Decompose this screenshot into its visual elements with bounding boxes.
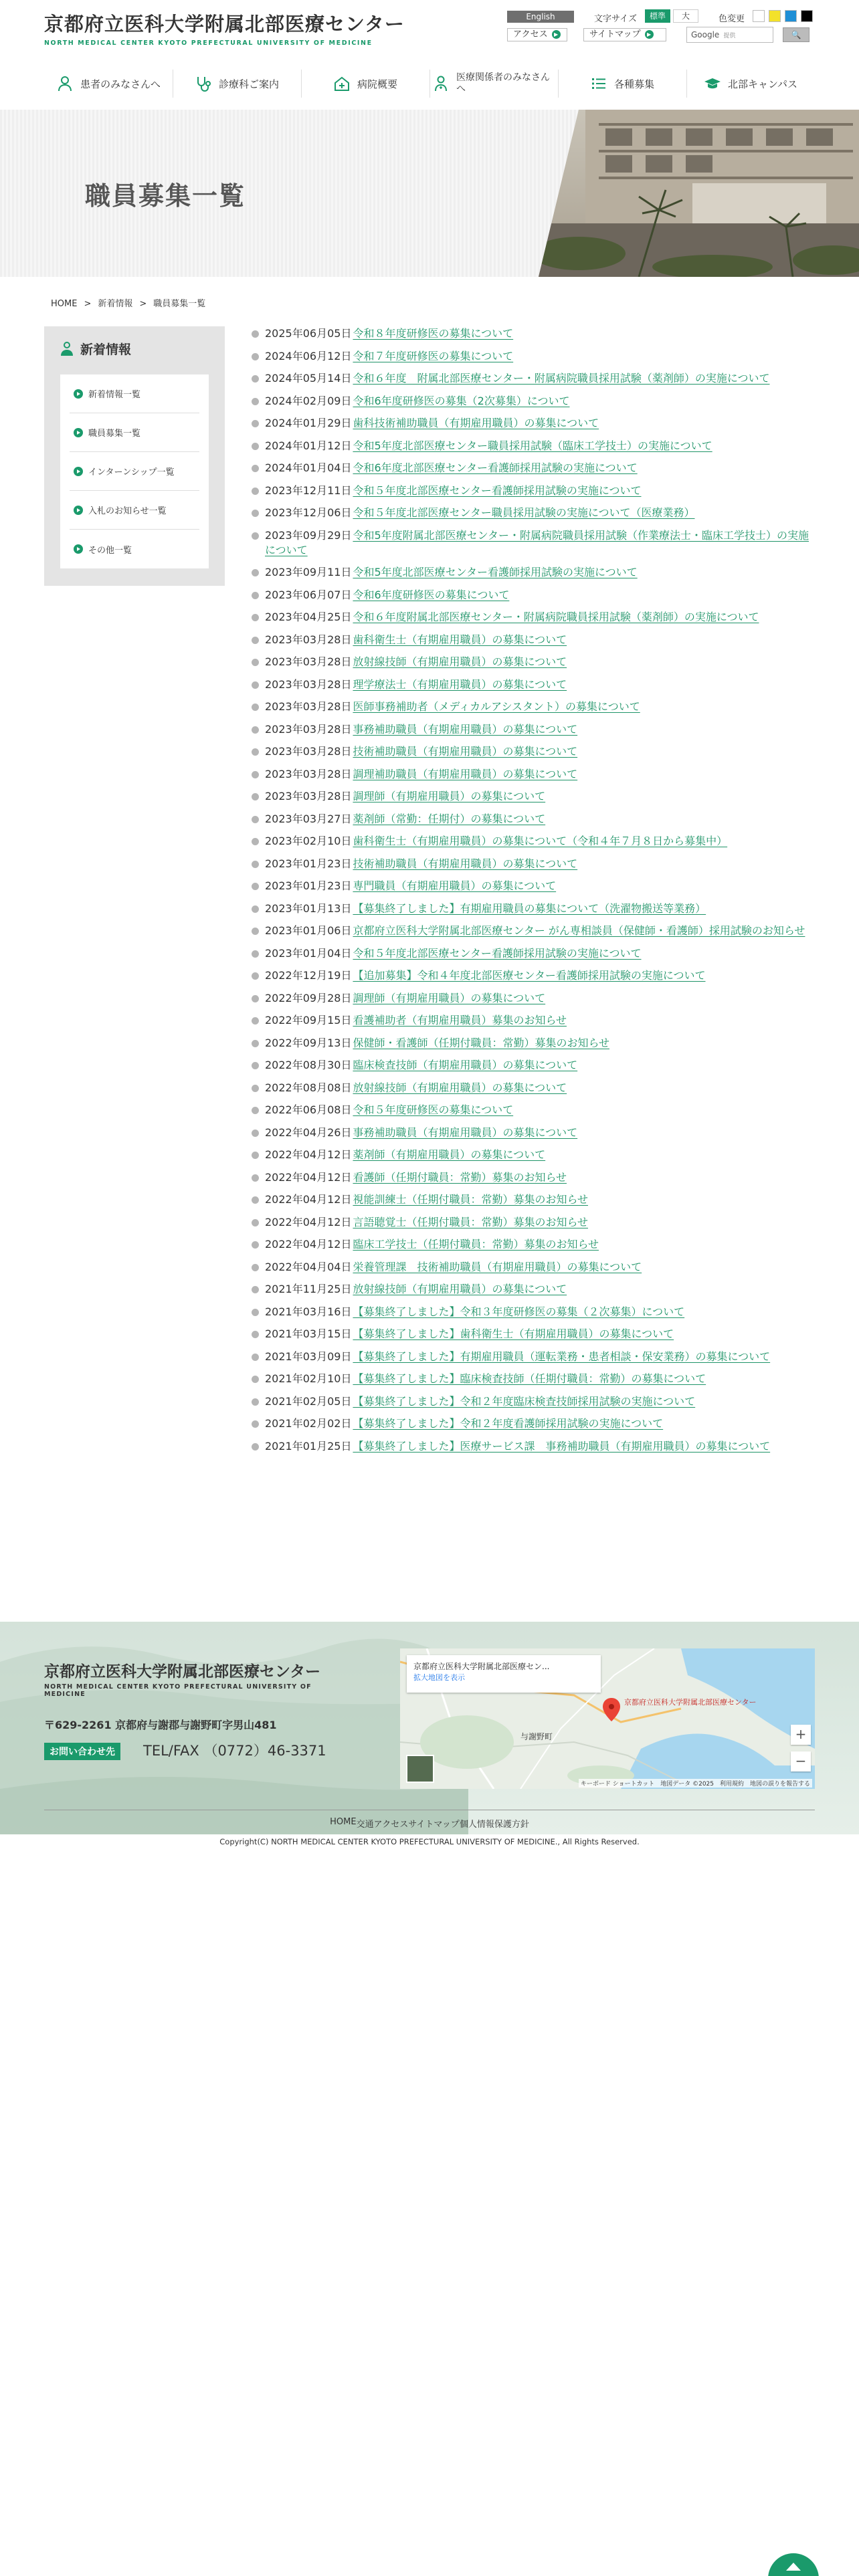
bullet-icon xyxy=(252,928,259,935)
bullet-icon xyxy=(252,659,259,666)
news-link[interactable]: 【募集終了しました】有期雇用職員（運転業務・患者相談・保安業務）の募集について xyxy=(353,1350,771,1363)
list-item xyxy=(250,1192,814,1207)
news-date: 2022年04月12日 xyxy=(265,1148,352,1161)
news-date: 2022年12月19日 xyxy=(265,969,352,982)
color-white-button[interactable] xyxy=(753,10,765,22)
news-link[interactable]: 令和５年度北部医療センター看護師採用試験の実施について xyxy=(353,484,642,497)
list-item xyxy=(250,901,814,916)
bullet-icon xyxy=(252,1040,259,1047)
bullet-icon xyxy=(252,569,259,576)
bullet-icon xyxy=(252,1264,259,1271)
list-item xyxy=(250,1013,814,1028)
font-size-standard-button[interactable]: 標準 xyxy=(645,9,670,23)
color-change-label: 色変更 xyxy=(719,14,745,24)
news-date: 2024年01月29日 xyxy=(265,417,352,429)
footer-nav xyxy=(44,1810,815,1830)
map-town-label: 与謝野町 xyxy=(520,1732,553,1741)
sitemap-label: サイトマップ xyxy=(589,29,641,39)
doctor-icon xyxy=(432,75,450,92)
list-item xyxy=(250,1058,814,1073)
news-link[interactable]: 事務補助職員（有期雇用職員）の募集について xyxy=(353,1125,578,1139)
gnav-label: 診療科ご案内 xyxy=(218,78,279,90)
footer-nav-home[interactable]: HOME xyxy=(330,1817,357,1827)
list-item xyxy=(250,1394,814,1409)
list-item xyxy=(250,767,814,782)
gnav-patients[interactable] xyxy=(44,64,173,103)
bullet-icon xyxy=(252,1376,259,1383)
list-item xyxy=(250,588,814,603)
list-item xyxy=(250,371,814,386)
list-item xyxy=(250,1416,814,1431)
bullet-icon xyxy=(252,816,259,823)
sidebar-item-label: 新着情報一覧 xyxy=(88,390,141,400)
news-link[interactable]: 【募集終了しました】令和３年度研修医の募集（２次募集）について xyxy=(353,1305,685,1318)
list-item xyxy=(250,1260,814,1275)
news-link[interactable]: 令和5年度附属北部医療センター・附属病院職員採用試験（作業療法士・臨床工学技士）の実施について xyxy=(265,528,809,556)
news-date: 2022年04月12日 xyxy=(265,1193,352,1206)
news-date: 2022年08月08日 xyxy=(265,1081,352,1094)
bullet-icon xyxy=(252,726,259,734)
list-item xyxy=(250,946,814,961)
news-date: 2023年01月06日 xyxy=(265,924,352,937)
site-logo-link[interactable] xyxy=(44,9,405,47)
news-link[interactable]: 歯科技術補助職員（有期雇用職員）の募集について xyxy=(353,417,599,429)
news-date: 2022年08月30日 xyxy=(265,1059,352,1071)
color-yellow-button[interactable] xyxy=(769,10,781,22)
news-date: 2023年01月13日 xyxy=(265,901,352,915)
news-link[interactable]: 歯科衛生士（有期雇用職員）の募集について（令和４年７月８日から募集中） xyxy=(353,835,728,847)
arrow-right-icon xyxy=(74,544,83,554)
search-button[interactable] xyxy=(783,27,809,42)
news-date: 2022年09月13日 xyxy=(265,1036,352,1049)
news-date: 2023年01月04日 xyxy=(265,946,352,960)
news-date: 2023年03月28日 xyxy=(265,677,352,691)
news-date: 2021年03月15日 xyxy=(265,1327,352,1340)
news-link[interactable]: 医師事務補助者（メディカルアシスタント）の募集について xyxy=(353,700,640,713)
bullet-icon xyxy=(252,972,259,980)
list-item xyxy=(250,1081,814,1095)
footer-hospital-name-en: NORTH MEDICAL CENTER KYOTO PREFECTURAL UNIVERSITY OF MEDICINE xyxy=(44,1683,312,1698)
bullet-icon xyxy=(252,1130,259,1137)
list-item xyxy=(250,1215,814,1230)
list-item xyxy=(250,1148,814,1162)
news-link[interactable]: 薬剤師（常勤：任期付）の募集について xyxy=(353,812,546,825)
list-item xyxy=(250,565,814,580)
list-item xyxy=(250,610,814,625)
news-date: 2024年05月14日 xyxy=(265,372,352,385)
news-link[interactable]: 【募集終了しました】歯科衛生士（有期雇用職員）の募集について xyxy=(353,1327,674,1340)
news-link[interactable]: 令和７年度研修医の募集について xyxy=(353,349,514,362)
list-item xyxy=(250,700,814,714)
gnav-overview[interactable] xyxy=(301,64,430,103)
search-input[interactable] xyxy=(686,27,773,43)
back-to-top-button[interactable] xyxy=(768,2553,819,2576)
google-map[interactable] xyxy=(400,1648,815,1789)
news-date: 2024年06月12日 xyxy=(265,349,352,362)
bullet-icon xyxy=(252,637,259,644)
news-date: 2022年04月12日 xyxy=(265,1238,352,1251)
breadcrumb-separator: > xyxy=(139,299,147,309)
list-item xyxy=(250,349,814,364)
news-link[interactable]: 薬剤師（有期雇用職員）の募集について xyxy=(353,1148,546,1161)
news-link[interactable]: 【募集終了しました】令和２年度看護師採用試験の実施について xyxy=(353,1417,664,1430)
list-item xyxy=(250,528,814,558)
news-date: 2021年03月16日 xyxy=(265,1305,352,1318)
news-date: 2021年02月02日 xyxy=(265,1417,352,1430)
news-date: 2021年02月05日 xyxy=(265,1394,352,1408)
bullet-icon xyxy=(252,905,259,913)
news-link[interactable]: 事務補助職員（有期雇用職員）の募集について xyxy=(353,722,578,736)
news-date: 2023年03月28日 xyxy=(265,700,352,713)
news-link[interactable]: 令和６年度 附属北部医療センター・附属病院職員採用試験（薬剤師）の実施について xyxy=(353,372,770,385)
list-item xyxy=(250,968,814,983)
site-header xyxy=(0,0,859,107)
gnav-label: 各種募集 xyxy=(613,78,654,90)
news-date: 2023年03月28日 xyxy=(265,745,352,758)
news-date: 2023年09月11日 xyxy=(265,566,352,578)
news-link[interactable]: 調理師（有期雇用職員）の募集について xyxy=(353,790,546,802)
font-size-label: 文字サイズ xyxy=(594,14,637,24)
sidebar-item-label: インターンシップ一覧 xyxy=(88,467,175,477)
list-item xyxy=(250,655,814,669)
arrow-right-icon xyxy=(74,389,83,399)
search-placeholder: 提供 xyxy=(723,33,736,39)
list-item xyxy=(250,461,814,475)
news-link[interactable]: 【募集終了しました】有期雇用職員の募集について（洗濯物搬送等業務） xyxy=(353,901,706,915)
gnav-label: 医療関係者のみなさんへ xyxy=(456,72,550,94)
news-link[interactable]: 技術補助職員（有期雇用職員）の募集について xyxy=(353,745,578,758)
news-link[interactable]: 看護師（任期付職員：常勤）募集のお知らせ xyxy=(353,1170,567,1184)
footer-address: 〒629-2261 京都府与謝郡与謝野町字男山481 xyxy=(44,1719,277,1731)
news-date: 2023年04月25日 xyxy=(265,611,352,623)
news-link[interactable]: 【募集終了しました】臨床検査技師（任期付職員：常勤）の募集について xyxy=(353,1372,706,1385)
gnav-label: 病院概要 xyxy=(357,78,397,90)
arrow-right-icon xyxy=(74,467,83,476)
news-date: 2023年09月29日 xyxy=(265,528,352,542)
global-nav xyxy=(44,64,815,103)
footer-nav-sitemap[interactable]: サイトマップ xyxy=(408,1820,460,1830)
arrow-right-icon: ▶ xyxy=(552,30,561,39)
news-link[interactable]: 放射線技師（有期雇用職員）の募集について xyxy=(353,1081,567,1094)
sidebar-item-internship[interactable] xyxy=(70,452,199,491)
news-link[interactable]: 調理師（有期雇用職員）の募集について xyxy=(353,991,546,1004)
news-date: 2022年04月12日 xyxy=(265,1170,352,1184)
news-date: 2022年09月15日 xyxy=(265,1014,352,1027)
site-footer xyxy=(0,1622,859,1834)
gnav-campus[interactable] xyxy=(686,64,815,103)
news-date: 2023年02月10日 xyxy=(265,835,352,847)
list-item xyxy=(250,1282,814,1297)
bullet-icon xyxy=(252,1152,259,1159)
list-item xyxy=(250,1170,814,1185)
news-link[interactable]: 令和６年度附属北部医療センター・附属病院職員採用試験（薬剤師）の実施について xyxy=(353,611,759,623)
news-link[interactable]: 栄養管理課 技術補助職員（有期雇用職員）の募集について xyxy=(353,1260,642,1273)
news-date: 2021年01月25日 xyxy=(265,1439,352,1453)
footer-nav-access[interactable]: 交通アクセス xyxy=(356,1820,409,1830)
breadcrumb-news[interactable]: 新着情報 xyxy=(98,299,133,309)
english-button[interactable]: English xyxy=(507,11,574,23)
list-item xyxy=(250,506,814,520)
access-button[interactable] xyxy=(507,28,567,41)
list-item xyxy=(250,439,814,453)
stethoscope-icon xyxy=(195,75,212,92)
bullet-icon xyxy=(252,748,259,756)
news-link[interactable]: 京都府立医科大学附属北部医療センター がん専相談員（保健師・看護師）採用試験のお知らせ xyxy=(353,924,805,937)
news-date: 2022年04月26日 xyxy=(265,1125,352,1139)
footer-nav-privacy[interactable]: 個人情報保護方針 xyxy=(459,1820,529,1830)
sidebar-item-label: 入札のお知らせ一覧 xyxy=(88,506,167,516)
footer-hospital-name: 京都府立医科大学附属北部医療センター xyxy=(44,1663,321,1681)
list-item xyxy=(250,1350,814,1364)
breadcrumb-current: 職員募集一覧 xyxy=(153,299,206,309)
news-link[interactable]: 臨床工学技士（任期付職員：常勤）募集のお知らせ xyxy=(353,1238,599,1251)
sidebar-item-label: 職員募集一覧 xyxy=(88,429,141,439)
arrow-right-icon xyxy=(74,428,83,437)
news-date: 2023年03月28日 xyxy=(265,790,352,802)
news-date: 2024年02月09日 xyxy=(265,394,352,407)
sidebar-item-recruitment[interactable] xyxy=(70,413,199,452)
news-date: 2021年02月10日 xyxy=(265,1372,352,1385)
news-link[interactable]: 専門職員（有期雇用職員）の募集について xyxy=(353,879,557,892)
bullet-icon xyxy=(252,353,259,360)
bullet-icon xyxy=(252,1017,259,1025)
bullet-icon xyxy=(252,375,259,383)
news-link[interactable]: 令和6年度北部医療センター看護師採用試験の実施について xyxy=(353,461,638,474)
bullet-icon xyxy=(252,1085,259,1092)
bullet-icon xyxy=(252,861,259,868)
list-item xyxy=(250,789,814,804)
list-item xyxy=(250,744,814,759)
gnav-recruitment[interactable] xyxy=(558,64,686,103)
map-place-name: 京都府立医科大学附属北部医療セン... xyxy=(413,1662,550,1671)
news-link[interactable]: 令和6年度研修医の募集（2次募集）について xyxy=(353,394,570,407)
map-info-card xyxy=(407,1655,601,1693)
news-link[interactable]: 視能訓練士（任期付職員：常勤）募集のお知らせ xyxy=(353,1193,588,1206)
recruitment-list xyxy=(250,326,814,1461)
news-link[interactable]: 放射線技師（有期雇用職員）の募集について xyxy=(353,655,567,668)
bullet-icon xyxy=(252,883,259,890)
list-item xyxy=(250,1125,814,1140)
list-item xyxy=(250,879,814,893)
footer-tel: TEL/FAX （0772）46-3371 xyxy=(143,1743,326,1759)
gnav-departments[interactable] xyxy=(173,64,301,103)
bullet-icon xyxy=(252,771,259,778)
bullet-icon xyxy=(252,1286,259,1293)
bullet-icon xyxy=(252,1174,259,1182)
sidebar xyxy=(44,326,225,586)
list-icon xyxy=(590,75,607,92)
bullet-icon xyxy=(252,488,259,495)
news-date: 2024年01月12日 xyxy=(265,439,352,452)
news-date: 2023年01月23日 xyxy=(265,879,352,892)
news-link[interactable]: 理学療法士（有期雇用職員）の募集について xyxy=(353,677,567,691)
news-link[interactable]: 看護補助者（有期雇用職員）募集のお知らせ xyxy=(353,1014,567,1027)
bullet-icon xyxy=(252,681,259,689)
breadcrumb-separator: > xyxy=(84,299,92,309)
bullet-icon xyxy=(252,1420,259,1428)
list-item xyxy=(250,633,814,647)
bullet-icon xyxy=(252,592,259,599)
news-date: 2025年06月05日 xyxy=(265,327,352,340)
news-link[interactable]: 放射線技師（有期雇用職員）の募集について xyxy=(353,1283,567,1295)
map-zoom-in-button[interactable]: + xyxy=(791,1725,811,1745)
news-link[interactable]: 令和５年度研修医の募集について xyxy=(353,1103,514,1116)
arrow-right-icon: ▶ xyxy=(645,30,654,39)
bullet-icon xyxy=(252,793,259,800)
bullet-icon xyxy=(252,532,259,540)
breadcrumb-home[interactable]: HOME xyxy=(51,299,78,309)
bullet-icon xyxy=(252,1107,259,1114)
map-enlarge-link[interactable]: 拡大地図を表示 xyxy=(413,1673,465,1682)
list-item xyxy=(250,991,814,1006)
search-icon: 🔍 xyxy=(791,30,801,39)
bullet-icon xyxy=(252,510,259,517)
bullet-icon xyxy=(252,950,259,958)
news-link[interactable]: 技術補助職員（有期雇用職員）の募集について xyxy=(353,857,578,870)
bullet-icon xyxy=(252,1219,259,1226)
list-item xyxy=(250,1103,814,1117)
bullet-icon xyxy=(252,838,259,845)
list-item xyxy=(250,1327,814,1341)
list-item xyxy=(250,1305,814,1319)
bullet-icon xyxy=(252,995,259,1002)
newspaper-icon xyxy=(59,341,75,357)
bullet-icon xyxy=(252,1196,259,1204)
news-date: 2022年06月08日 xyxy=(265,1103,352,1116)
news-date: 2022年09月28日 xyxy=(265,991,352,1004)
list-item xyxy=(250,326,814,341)
sidebar-item-label: その他一覧 xyxy=(88,545,132,556)
news-link[interactable]: 令和５年度北部医療センター職員採用試験の実施について（医療業務） xyxy=(353,506,695,519)
list-item xyxy=(250,722,814,737)
patient-icon xyxy=(56,75,74,92)
list-item xyxy=(250,1439,814,1454)
news-link[interactable]: 調理補助職員（有期雇用職員）の募集について xyxy=(353,767,578,780)
news-link[interactable]: 言語聴覚士（任期付職員：常勤）募集のお知らせ xyxy=(353,1215,588,1228)
list-item xyxy=(250,812,814,827)
news-link[interactable]: 臨床検査技師（有期雇用職員）の募集について xyxy=(353,1059,578,1071)
bullet-icon xyxy=(252,1331,259,1338)
news-link[interactable]: 【追加募集】令和４年度北部医療センター看護師採用試験の実施について xyxy=(353,969,706,982)
news-date: 2022年04月04日 xyxy=(265,1260,352,1273)
list-item xyxy=(250,1372,814,1386)
bullet-icon xyxy=(252,1241,259,1249)
gnav-label: 患者のみなさんへ xyxy=(80,78,161,90)
news-date: 2023年12月06日 xyxy=(265,506,352,519)
news-date: 2024年01月04日 xyxy=(265,461,352,474)
map-zoom-out-button[interactable]: − xyxy=(791,1751,811,1772)
copyright: Copyright(C) NORTH MEDICAL CENTER KYOTO PREFECTURAL UNIVERSITY OF MEDICINE., All Rights Reserved. xyxy=(219,1837,640,1846)
news-date: 2023年03月28日 xyxy=(265,722,352,736)
news-date: 2023年06月07日 xyxy=(265,588,352,601)
news-link[interactable]: 令和6年度研修医の募集について xyxy=(353,588,510,601)
news-date: 2021年11月25日 xyxy=(265,1283,352,1295)
map-pin-label-line1: 京都府立医科大学附属北部医療センター xyxy=(624,1698,757,1707)
breadcrumb xyxy=(51,296,205,309)
news-date: 2023年03月27日 xyxy=(265,812,352,825)
news-link[interactable]: 令和５年度北部医療センター看護師採用試験の実施について xyxy=(353,946,642,960)
color-blue-button[interactable] xyxy=(785,10,797,22)
news-date: 2021年03月09日 xyxy=(265,1350,352,1363)
news-link[interactable]: 令和5年度北部医療センター看護師採用試験の実施について xyxy=(353,566,638,578)
bullet-icon xyxy=(252,1062,259,1069)
map-attribution: キーボード ショートカット 地図データ ©2025 利用規約 地図の誤りを報告する xyxy=(579,1779,812,1788)
bullet-icon xyxy=(252,704,259,711)
news-link[interactable]: 歯科衛生士（有期雇用職員）の募集について xyxy=(353,633,567,646)
news-link[interactable]: 令和８年度研修医の募集について xyxy=(353,327,514,340)
list-item xyxy=(250,924,814,938)
sidebar-list xyxy=(60,374,209,568)
bullet-icon xyxy=(252,1354,259,1361)
font-size-large-button[interactable]: 大 xyxy=(673,9,698,23)
sidebar-title-text: 新着情報 xyxy=(80,342,132,357)
list-item xyxy=(250,677,814,692)
list-item xyxy=(250,484,814,498)
search-brand: Google xyxy=(691,30,720,39)
list-item xyxy=(250,1237,814,1252)
page-title: 職員募集一覧 xyxy=(85,181,246,211)
sitemap-button[interactable] xyxy=(583,28,666,41)
news-date: 2023年01月23日 xyxy=(265,857,352,870)
news-link[interactable]: 令和5年度北部医療センター職員採用試験（臨床工学技士）の実施について xyxy=(353,439,712,452)
bullet-icon xyxy=(252,330,259,338)
sidebar-title xyxy=(59,340,131,358)
gnav-label: 北部キャンパス xyxy=(728,78,797,90)
bullet-icon xyxy=(252,614,259,621)
bullet-icon xyxy=(252,1443,259,1451)
news-link[interactable]: 【募集終了しました】令和２年度臨床検査技師採用試験の実施について xyxy=(353,1394,696,1408)
bullet-icon xyxy=(252,465,259,472)
logo-subtitle: NORTH MEDICAL CENTER KYOTO PREFECTURAL UNIVERSITY OF MEDICINE xyxy=(44,39,373,47)
gnav-medical-staff[interactable] xyxy=(430,64,558,103)
hospital-building-image xyxy=(539,110,859,277)
news-date: 2023年03月28日 xyxy=(265,767,352,780)
news-link[interactable]: 保健師・看護師（任期付職員：常勤）募集のお知らせ xyxy=(353,1036,609,1049)
bullet-icon xyxy=(252,398,259,405)
contact-badge: お問い合わせ先 xyxy=(44,1743,120,1760)
logo-title: 京都府立医科大学附属北部医療センター xyxy=(44,13,405,35)
arrow-right-icon xyxy=(74,506,83,515)
list-item xyxy=(250,834,814,849)
bullet-icon xyxy=(252,1309,259,1316)
news-date: 2023年03月28日 xyxy=(265,655,352,668)
page-hero xyxy=(0,110,859,277)
access-label: アクセス xyxy=(513,29,548,39)
list-item xyxy=(250,394,814,409)
list-item xyxy=(250,416,814,431)
list-item xyxy=(250,857,814,871)
bullet-icon xyxy=(252,420,259,427)
graduation-cap-icon xyxy=(704,75,721,92)
news-link[interactable]: 【募集終了しました】医療サービス課 事務補助職員（有期雇用職員）の募集について xyxy=(353,1439,771,1453)
sidebar-item-other[interactable] xyxy=(70,530,199,568)
news-date: 2023年03月28日 xyxy=(265,633,352,646)
color-black-button[interactable] xyxy=(801,10,813,22)
bullet-icon xyxy=(252,1398,259,1406)
bullet-icon xyxy=(252,443,259,450)
sidebar-item-bidding[interactable] xyxy=(70,491,199,530)
list-item xyxy=(250,1036,814,1051)
sidebar-item-news[interactable] xyxy=(70,374,199,413)
news-date: 2022年04月12日 xyxy=(265,1215,352,1228)
hospital-icon xyxy=(333,75,351,92)
news-date: 2023年12月11日 xyxy=(265,484,352,497)
